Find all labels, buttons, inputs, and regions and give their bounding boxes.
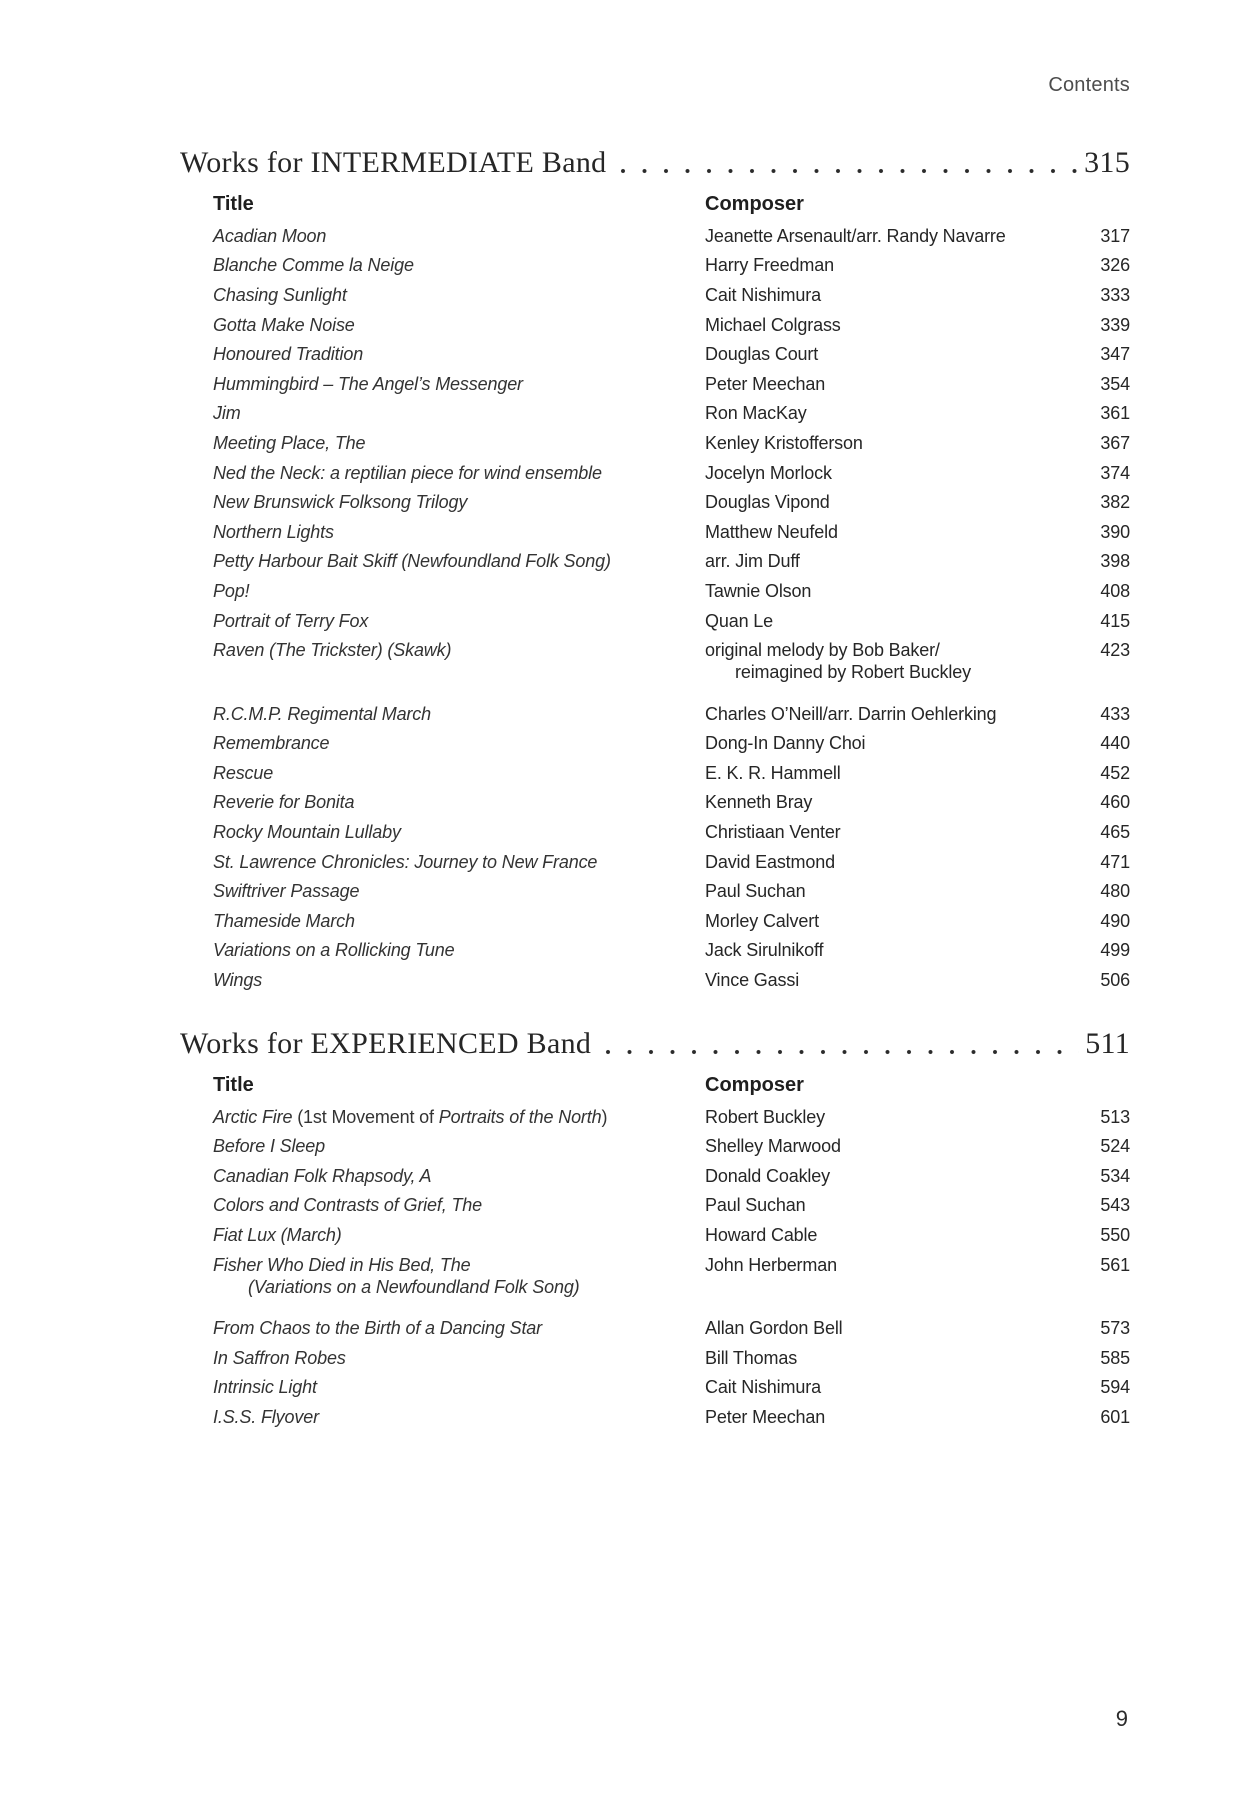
table-row (213, 635, 1130, 687)
work-title: Honoured Tradition (213, 344, 364, 365)
table-row (213, 1402, 1130, 1432)
column-header-spacer (1044, 1073, 1130, 1097)
work-title: Portrait of Terry Fox (213, 610, 369, 631)
composer-cell (705, 791, 1044, 813)
table-row (213, 817, 1130, 847)
page-ref: 374 (1100, 462, 1130, 483)
table-row (213, 1373, 1130, 1403)
work-title-cell (213, 550, 705, 572)
page-ref: 339 (1100, 314, 1130, 335)
work-title: Thameside March (213, 910, 355, 931)
composer-cell (705, 880, 1044, 902)
work-title: Blanche Comme la Neige (213, 255, 414, 276)
composer-cell (705, 1106, 1044, 1128)
composer-name: Ron MacKay (705, 403, 807, 424)
composer-cell (705, 1376, 1044, 1398)
page-ref: 317 (1100, 225, 1130, 246)
toc-table (213, 1102, 1130, 1432)
composer-name: Jeanette Arsenault/arr. Randy Navarre (705, 225, 1006, 246)
composer-name: E. K. R. Hammell (705, 762, 841, 783)
work-title-cell (213, 1106, 705, 1128)
toc-table (213, 221, 1130, 995)
composer-cell (705, 491, 1044, 513)
composer-cell (705, 910, 1044, 932)
composer-cell (705, 373, 1044, 395)
work-title-cell (213, 762, 705, 784)
composer-cell (705, 610, 1044, 632)
composer-cell (705, 1406, 1044, 1428)
composer-name: Douglas Court (705, 344, 819, 365)
title-segment: (1st Movement of (297, 1106, 439, 1127)
work-title-cell (213, 732, 705, 754)
table-row (213, 310, 1130, 340)
page-ref: 347 (1100, 344, 1130, 365)
composer-cell (705, 1135, 1044, 1157)
table-row (213, 847, 1130, 877)
table-row (213, 458, 1130, 488)
composer-cell (705, 851, 1044, 873)
composer-cell (705, 580, 1044, 602)
section-page-number: 511 (1085, 1026, 1130, 1060)
work-title-cell (213, 225, 705, 247)
column-header-row (213, 192, 1130, 216)
page-ref: 326 (1100, 255, 1130, 276)
composer-name: Morley Calvert (705, 910, 819, 931)
work-title-cell (213, 1165, 705, 1187)
column-header-title: Title (213, 1073, 254, 1096)
work-title-cell (213, 491, 705, 513)
work-title-cell (213, 1224, 705, 1246)
table-row (213, 758, 1130, 788)
work-title-cell (213, 610, 705, 632)
section-heading-row (180, 1027, 1130, 1061)
work-title-cell (213, 254, 705, 276)
composer-name: Jack Sirulnikoff (705, 940, 824, 961)
table-row (213, 369, 1130, 399)
composer-name: Kenley Kristofferson (705, 432, 863, 453)
composer-cell (705, 254, 1044, 276)
work-title: Petty Harbour Bait Skiff (Newfoundland Folk Song) (213, 551, 611, 572)
work-title-cell (213, 791, 705, 813)
composer-cell (705, 1347, 1044, 1369)
composer-name-line2: reimagined by Robert Buckley (735, 662, 971, 683)
toc-section (180, 1027, 1130, 1432)
composer-name: Paul Suchan (705, 881, 806, 902)
page-ref: 354 (1100, 373, 1130, 394)
composer-cell (705, 462, 1044, 484)
page-ref: 367 (1100, 432, 1130, 453)
composer-name: Bill Thomas (705, 1347, 798, 1368)
page-ref: 550 (1100, 1225, 1130, 1246)
composer-name: Howard Cable (705, 1225, 818, 1246)
work-title-cell (213, 1135, 705, 1157)
composer-cell (705, 1165, 1044, 1187)
composer-cell (705, 703, 1044, 725)
table-row (213, 1191, 1130, 1221)
composer-cell (705, 550, 1044, 572)
page-ref: 594 (1100, 1377, 1130, 1398)
composer-cell (705, 821, 1044, 843)
composer-cell (705, 1224, 1044, 1246)
work-title-cell (213, 284, 705, 306)
table-row (213, 699, 1130, 729)
section-heading: Works for EXPERIENCED Band (180, 1026, 592, 1060)
work-title: I.S.S. Flyover (213, 1406, 319, 1427)
composer-name: Michael Colgrass (705, 314, 841, 335)
page-ref: 543 (1100, 1195, 1130, 1216)
column-header-title: Title (213, 193, 254, 215)
work-title-cell (213, 402, 705, 424)
composer-cell (705, 284, 1044, 306)
work-title-cell (213, 1406, 705, 1428)
work-title: Gotta Make Noise (213, 314, 355, 335)
table-row (213, 251, 1130, 281)
work-title-cell (213, 1376, 705, 1398)
composer-name: Donald Coakley (705, 1165, 830, 1186)
work-title: Jim (213, 403, 241, 424)
work-title: Fisher Who Died in His Bed, The (213, 1254, 471, 1275)
work-title: From Chaos to the Birth of a Dancing Star (213, 1318, 543, 1339)
page-ref: 499 (1100, 940, 1130, 961)
work-title-cell (213, 314, 705, 336)
composer-name: John Herberman (705, 1254, 837, 1275)
table-row (213, 576, 1130, 606)
page-ref: 433 (1100, 703, 1130, 724)
table-row (213, 788, 1130, 818)
section-page-number: 315 (1084, 146, 1130, 179)
composer-name: Douglas Vipond (705, 492, 830, 513)
work-title: Wings (213, 970, 263, 991)
composer-name: Peter Meechan (705, 373, 826, 394)
dot-leader (620, 168, 1078, 174)
composer-name: Kenneth Bray (705, 792, 813, 813)
page-ref: 480 (1100, 881, 1130, 902)
composer-cell (705, 939, 1044, 961)
work-title-cell (213, 521, 705, 543)
page-ref: 490 (1100, 910, 1130, 931)
composer-cell (705, 521, 1044, 543)
page-ref: 573 (1100, 1318, 1130, 1339)
work-title: Remembrance (213, 733, 330, 754)
work-title: Rocky Mountain Lullaby (213, 822, 401, 843)
page-ref: 506 (1100, 970, 1130, 991)
table-row (213, 428, 1130, 458)
work-title-cell (213, 939, 705, 961)
table-row (213, 221, 1130, 251)
composer-cell (705, 225, 1044, 247)
work-title-cell (213, 1194, 705, 1216)
work-title: New Brunswick Folksong Trilogy (213, 492, 468, 513)
column-header-composer: Composer (705, 193, 804, 215)
table-row (213, 906, 1130, 936)
work-title: Colors and Contrasts of Grief, The (213, 1195, 483, 1216)
work-title: Intrinsic Light (213, 1377, 317, 1398)
composer-cell (705, 1194, 1044, 1216)
work-title-cell (213, 1254, 705, 1298)
table-row (213, 517, 1130, 547)
table-row (213, 1102, 1130, 1132)
work-title: Before I Sleep (213, 1136, 325, 1157)
page-ref: 513 (1100, 1106, 1130, 1127)
section-heading-row (180, 146, 1130, 180)
title-segment: Arctic Fire (213, 1106, 298, 1127)
work-title: Swiftriver Passage (213, 881, 360, 902)
composer-cell (705, 432, 1044, 454)
page-ref: 440 (1100, 733, 1130, 754)
work-title: Raven (The Trickster) (Skawk) (213, 640, 452, 661)
work-title: R.C.M.P. Regimental March (213, 703, 431, 724)
page-ref: 398 (1100, 551, 1130, 572)
table-row (213, 1343, 1130, 1373)
work-title: Fiat Lux (March) (213, 1225, 342, 1246)
column-header-composer: Composer (705, 1073, 804, 1096)
table-row (213, 399, 1130, 429)
table-row (213, 965, 1130, 995)
title-segment: Portraits of the North (438, 1106, 602, 1127)
page-ref: 415 (1100, 610, 1130, 631)
work-title: Ned the Neck: a reptilian piece for wind ensemble (213, 462, 602, 483)
page-ref: 471 (1100, 851, 1130, 872)
table-row (213, 339, 1130, 369)
work-title-cell (213, 821, 705, 843)
work-title-cell (213, 639, 705, 683)
composer-name: Allan Gordon Bell (705, 1318, 843, 1339)
table-row (213, 487, 1130, 517)
composer-name: arr. Jim Duff (705, 551, 800, 572)
work-title: Acadian Moon (213, 225, 327, 246)
composer-cell (705, 969, 1044, 991)
work-title-cell (213, 1317, 705, 1339)
page-ref: 561 (1100, 1254, 1130, 1275)
composer-name: Paul Suchan (705, 1195, 806, 1216)
composer-name: Tawnie Olson (705, 580, 812, 601)
composer-name: Robert Buckley (705, 1106, 825, 1127)
page-ref: 452 (1100, 762, 1130, 783)
dot-leader (605, 1049, 1079, 1055)
page-ref: 423 (1100, 640, 1130, 661)
work-title: Chasing Sunlight (213, 284, 347, 305)
work-title-cell (213, 703, 705, 725)
work-title-cell (213, 969, 705, 991)
composer-name: Harry Freedman (705, 255, 834, 276)
table-row (213, 547, 1130, 577)
table-of-contents (180, 146, 1130, 1432)
table-row (213, 1161, 1130, 1191)
toc-section (180, 146, 1130, 995)
composer-name: Charles O’Neill/arr. Darrin Oehlerking (705, 703, 997, 724)
composer-cell (705, 314, 1044, 336)
composer-name: Shelley Marwood (705, 1136, 841, 1157)
page-ref: 465 (1100, 822, 1130, 843)
work-title: In Saffron Robes (213, 1347, 346, 1368)
composer-name: Jocelyn Morlock (705, 462, 832, 483)
composer-cell (705, 762, 1044, 784)
table-row (213, 1131, 1130, 1161)
table-row (213, 876, 1130, 906)
table-row (213, 280, 1130, 310)
page-ref: 524 (1100, 1136, 1130, 1157)
composer-name: Cait Nishimura (705, 1377, 821, 1398)
page-ref: 601 (1100, 1406, 1130, 1427)
work-title-cell (213, 880, 705, 902)
composer-cell (705, 732, 1044, 754)
composer-name: Vince Gassi (705, 970, 800, 991)
composer-cell (705, 1254, 1044, 1298)
work-title: Pop! (213, 580, 250, 601)
composer-name: Matthew Neufeld (705, 521, 838, 542)
composer-name: Cait Nishimura (705, 284, 821, 305)
work-title-cell (213, 432, 705, 454)
section-heading: Works for INTERMEDIATE Band (180, 146, 607, 179)
page-number: 9 (1115, 1706, 1128, 1731)
composer-cell (705, 639, 1044, 683)
work-title-cell (213, 580, 705, 602)
table-row (213, 1250, 1130, 1302)
column-header-row (213, 1073, 1130, 1097)
composer-name: original melody by Bob Baker/ (705, 640, 940, 661)
composer-cell (705, 343, 1044, 365)
page-ref: 585 (1100, 1347, 1130, 1368)
table-row (213, 936, 1130, 966)
composer-name: Peter Meechan (705, 1406, 826, 1427)
composer-name: Dong-In Danny Choi (705, 733, 866, 754)
work-title-cell (213, 462, 705, 484)
page-ref: 408 (1100, 580, 1130, 601)
table-row (213, 1220, 1130, 1250)
column-header-spacer (1044, 192, 1130, 216)
composer-name: David Eastmond (705, 851, 835, 872)
page-ref: 361 (1100, 403, 1130, 424)
table-row (213, 606, 1130, 636)
work-title: St. Lawrence Chronicles: Journey to New France (213, 851, 598, 872)
work-title-cell (213, 343, 705, 365)
work-title-cell (213, 373, 705, 395)
work-title: Northern Lights (213, 521, 334, 542)
table-row (213, 1313, 1130, 1343)
composer-name: Christiaan Venter (705, 822, 841, 843)
page-ref: 333 (1100, 284, 1130, 305)
title-segment: ) (601, 1106, 608, 1127)
work-title: Hummingbird – The Angel’s Messenger (213, 373, 523, 394)
work-title: Variations on a Rollicking Tune (213, 940, 455, 961)
work-title: Canadian Folk Rhapsody, A (213, 1165, 432, 1186)
work-title: Reverie for Bonita (213, 792, 355, 813)
composer-name: Quan Le (705, 610, 774, 631)
work-title-cell (213, 1347, 705, 1369)
page-ref: 390 (1100, 521, 1130, 542)
work-title: Rescue (213, 762, 274, 783)
table-row (213, 729, 1130, 759)
work-title-line2: (Variations on a Newfoundland Folk Song) (248, 1276, 580, 1297)
work-title-cell (213, 851, 705, 873)
page-ref: 382 (1100, 492, 1130, 513)
page-ref: 534 (1100, 1165, 1130, 1186)
work-title: Meeting Place, The (213, 432, 366, 453)
composer-cell (705, 1317, 1044, 1339)
composer-cell (705, 402, 1044, 424)
running-header: Contents (1048, 74, 1130, 96)
work-title-cell (213, 910, 705, 932)
page-ref: 460 (1100, 792, 1130, 813)
